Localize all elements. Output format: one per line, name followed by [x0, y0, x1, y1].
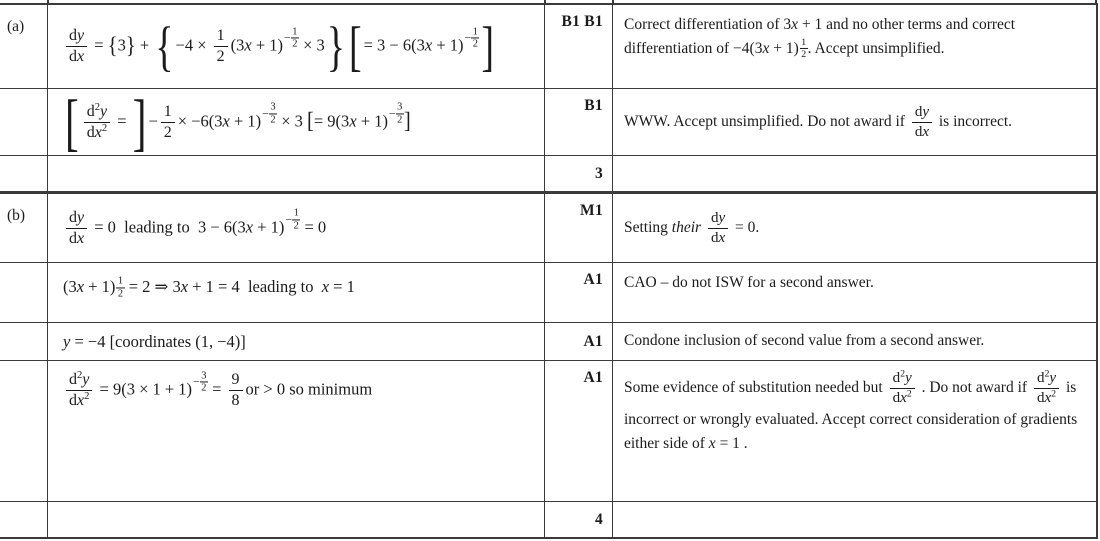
comment-a-row1 [613, 5, 1096, 89]
marks-b-row1: M1 [545, 194, 613, 263]
comment-b-row3 [613, 323, 1096, 361]
part-label-empty-3 [0, 263, 48, 323]
working-a-row2-math: [ $\frac{d^2y}{dx^2}$ = ] − $\frac{1}{2}$ × −6(3x + 1)− 3 2 × 3 [= 9(3x + 1)− 3 2 ] [65, 89, 411, 156]
comment-b-row4-text: Some evidence of substitution needed but $\frac{d^2y}{dx^2}$ . Do not award if $\frac{d^2y}{dx^2}$ is incorrect or wrongly evaluated. Accept correct consideration of gradients either side of x = 1 . [624, 368, 1078, 452]
working-b-row1 [48, 194, 545, 263]
marks-a-total: 3 [545, 156, 613, 194]
marks-a-row2: B1 [545, 89, 613, 156]
working-b-row2-math: (3x + 1) 1 2 = 2 ⇒ 3x + 1 = 4 leading to x = 1 [63, 275, 355, 299]
working-a-total [48, 156, 545, 194]
working-b-row1-math: $\frac{dy}{dx}$ = 0 leading to 3 − 6(3x + 1)− 1 2 = 0 [63, 208, 326, 249]
working-b-total [48, 502, 545, 537]
comment-b-row3-text: Condone inclusion of second value from a second answer. [624, 332, 985, 350]
comment-a-row1-text: Correct differentiation of 3x + 1 and no other terms and correct differentiation of −4(3x + 1) 1 2 . Accept unsimplified. [624, 16, 1016, 60]
marks-b-row3: A1 [545, 323, 613, 361]
marks-b-row2: A1 [545, 263, 613, 323]
marks-b-row4: A1 [545, 361, 613, 502]
part-label-empty-4 [0, 323, 48, 361]
comment-a-row2 [613, 89, 1096, 156]
comment-b-row4 [613, 361, 1096, 502]
comment-a-total [613, 156, 1096, 194]
part-label-a: (a) [0, 5, 48, 89]
working-b-row4 [48, 361, 545, 502]
comment-b-total [613, 502, 1096, 537]
comment-a-row2-text: WWW. Accept unsimplified. Do not award if $\frac{dy}{dx}$ is incorrect. [624, 103, 1013, 140]
working-b-row2 [48, 263, 545, 323]
comment-b-row1-text: Setting their $\frac{dy}{dx}$ = 0. [624, 209, 760, 246]
working-a-row1-math: $\frac{dy}{dx}$ = {3} + { −4 × $\frac{1}{2}$ (3x + 1)− 1 2 × 3} [ = 3 − 6(3x + 1)− 1 2 ] [63, 26, 496, 67]
part-label-empty-6 [0, 502, 48, 537]
working-a-row1 [48, 5, 545, 89]
working-b-row3-math: y = −4 [coordinates (1, −4)] [63, 331, 246, 351]
part-label-empty-1 [0, 89, 48, 156]
working-b-row4-math: $\frac{d^2y}{dx^2}$ = 9(3 × 1 + 1)− 3 2 = $\frac{9}{8}$ or > 0 so minimum [63, 370, 372, 411]
part-label-empty-5 [0, 361, 48, 502]
marks-a-row1: B1 B1 [545, 5, 613, 89]
mark-scheme-table [0, 3, 1098, 539]
comment-b-row1 [613, 194, 1096, 263]
working-b-row3 [48, 323, 545, 361]
part-label-empty-2 [0, 156, 48, 194]
part-label-b: (b) [0, 194, 48, 263]
marks-b-total: 4 [545, 502, 613, 537]
working-a-row2 [48, 89, 545, 156]
comment-b-row2-text: CAO – do not ISW for a second answer. [624, 274, 874, 291]
comment-b-row2 [613, 263, 1096, 323]
